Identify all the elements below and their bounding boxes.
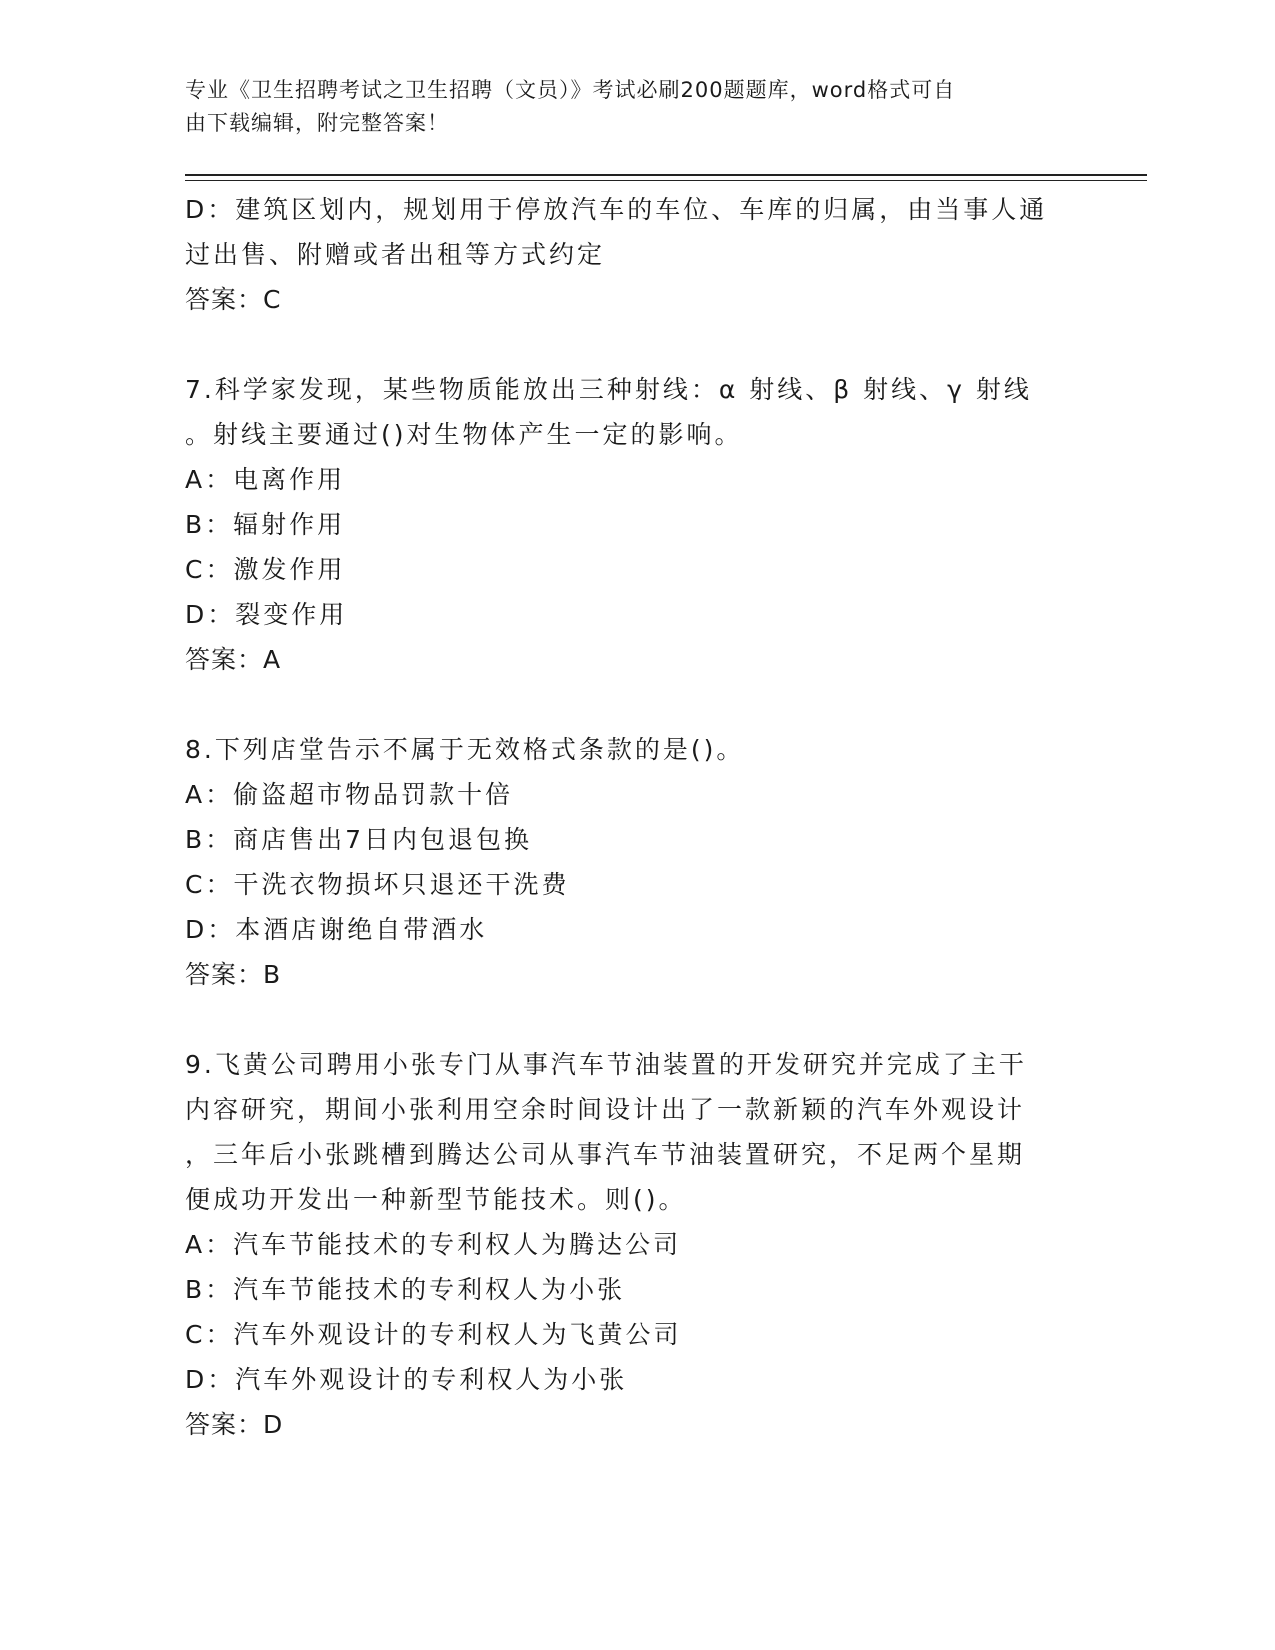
spacer (185, 682, 1085, 727)
option-d-continued: 过出售、附赠或者出租等方式约定 (185, 240, 606, 269)
option-d: D：汽车外观设计的专利权人为小张 (185, 1365, 628, 1394)
option-b: B：辐射作用 (185, 510, 346, 539)
answer-line: 答案：C (185, 285, 282, 314)
header-divider-thin (185, 180, 1147, 181)
prev-question-block (185, 187, 1085, 322)
answer-line: 答案：A (185, 645, 282, 674)
question-content (185, 187, 1085, 1447)
option-c: C：干洗衣物损坏只退还干洗费 (185, 870, 570, 899)
answer-line: 答案：B (185, 960, 282, 989)
question-9 (185, 1042, 1085, 1447)
option-d: D：裂变作用 (185, 600, 348, 629)
spacer (185, 322, 1085, 367)
option-d: D：本酒店谢绝自带酒水 (185, 915, 488, 944)
question-stem: 8.下列店堂告示不属于无效格式条款的是()。 (185, 735, 745, 764)
question-8 (185, 727, 1085, 997)
question-7 (185, 367, 1085, 682)
question-stem: 9.飞黄公司聘用小张专门从事汽车节油装置的开发研究并完成了主干 (185, 1050, 1027, 1079)
header-line-1: 专业《卫生招聘考试之卫生招聘（文员）》考试必刷200题题库，word格式可自 (185, 78, 956, 102)
option-a: A：偷盗超市物品罚款十倍 (185, 780, 514, 809)
option-c: C：激发作用 (185, 555, 346, 584)
spacer (185, 997, 1085, 1042)
option-c: C：汽车外观设计的专利权人为飞黄公司 (185, 1320, 682, 1349)
question-stem-continued: 。射线主要通过()对生物体产生一定的影响。 (185, 420, 743, 449)
question-stem: 7.科学家发现，某些物质能放出三种射线：α 射线、β 射线、γ 射线 (185, 375, 1032, 404)
question-stem-continued: 内容研究，期间小张利用空余时间设计出了一款新颖的汽车外观设计 (185, 1095, 1026, 1124)
question-stem-continued: ，三年后小张跳槽到腾达公司从事汽车节油装置研究，不足两个星期 (185, 1140, 1026, 1169)
header-divider-thick (185, 174, 1147, 176)
answer-line: 答案：D (185, 1410, 284, 1439)
option-a: A：汽车节能技术的专利权人为腾达公司 (185, 1230, 682, 1259)
document-header (185, 74, 1075, 140)
question-stem-continued: 便成功开发出一种新型节能技术。则()。 (185, 1185, 687, 1214)
header-line-2: 由下载编辑，附完整答案！ (185, 111, 449, 135)
option-d: D：建筑区划内，规划用于停放汽车的车位、车库的归属，由当事人通 (185, 195, 1048, 224)
option-b: B：商店售出7日内包退包换 (185, 825, 533, 854)
option-b: B：汽车节能技术的专利权人为小张 (185, 1275, 626, 1304)
option-a: A：电离作用 (185, 465, 346, 494)
